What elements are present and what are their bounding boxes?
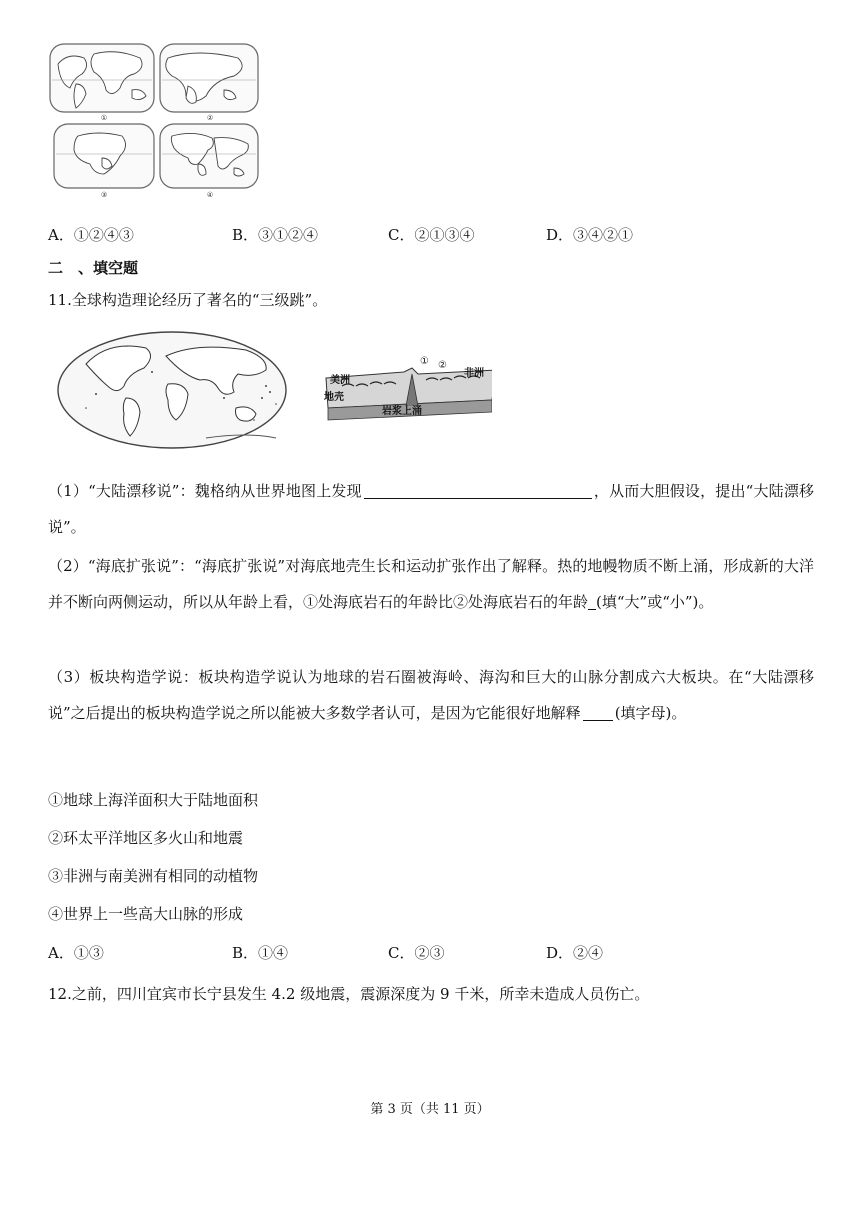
q11-option-b[interactable]: B．①④ [232,944,289,962]
q11-option-c[interactable]: C．②③ [388,944,445,962]
q11-part2-text-before: （2）“海底扩张说”：“海底扩张说”对海底地壳生长和运动扩张作出了解释。热的地幔物质不断上涌，形成新的大洋并不断向两侧运动，所以从年龄上看，①处海底岩石的年龄比②处海底岩石的年龄 [48,557,814,611]
map-label-4: ④ [206,191,214,199]
q11-option-d[interactable]: D．②④ [546,944,604,962]
label-america: 美洲 [330,375,350,386]
ridge-marker-1: ① [420,356,429,367]
ridge-marker-2: ② [438,360,447,371]
q11-part1-text-before: （1）“大陆漂移说”：魏格纳从世界地图上发现 [48,482,362,500]
q10-option-c[interactable]: C．②①③④ [388,226,475,244]
ridge-cross-section [324,356,492,420]
q11-part3 [48,659,814,731]
world-map-ellipse [58,332,286,448]
q11-part2-answer-blank[interactable] [588,591,596,610]
q11-part3-answer-blank[interactable] [583,702,613,721]
label-magma: 岩浆上涌 [382,406,422,417]
q11-part2 [48,548,814,620]
q11-statement-2: ②环太平洋地区多火山和地震 [48,829,244,847]
q11-part1 [48,473,814,545]
q11-part1-text-after: ，从而大胆假设，提出“大陆漂移说”。 [48,482,814,536]
page-footer: 第 3 页（共 11 页） [370,1102,490,1117]
q12-stem: 12.之前，四川宜宾市长宁县发生 4.2 级地震，震源深度为 9 千米，所幸未造成人员伤亡。 [48,985,650,1003]
q10-option-a[interactable]: A．①②④③ [48,226,134,244]
continental-drift-maps-figure [48,40,260,200]
q11-statement-3: ③非洲与南美洲有相同的动植物 [48,867,259,885]
label-africa: 非洲 [464,368,484,379]
q11-option-a[interactable]: A．①③ [48,944,104,962]
q11-stem: 11.全球构造理论经历了著名的“三级跳”。 [48,291,328,309]
map-panel-4 [160,124,258,188]
map-label-2: ② [206,114,214,122]
q11-figure [56,328,492,452]
map-panel-3 [54,124,154,188]
q11-part3-text-before: （3）板块构造学说：板块构造学说认为地球的岩石圈被海岭、海沟和巨大的山脉分割成六大板块。在“大陆漂移说”之后提出的板块构造学说之所以能被大多数学者认可，是因为它能很好地解释 [48,668,814,722]
map-label-1: ① [100,114,108,122]
map-panel-1 [50,44,154,112]
q11-statement-1: ①地球上海洋面积大于陆地面积 [48,791,259,809]
q11-part3-text-after: (填字母)。 [614,704,687,722]
q11-part2-text-after: (填“大”或“小”)。 [596,593,714,611]
map-label-3: ③ [100,191,108,199]
q11-part1-answer-blank[interactable] [364,480,592,499]
section-heading-fill-in: 二 、填空题 [48,259,139,277]
label-crust: 地壳 [324,392,344,403]
q10-option-b[interactable]: B．③①②④ [232,226,319,244]
map-panel-2 [160,44,258,112]
q10-option-d[interactable]: D．③④②① [546,226,634,244]
q11-statement-4: ④世界上一些高大山脉的形成 [48,905,244,923]
